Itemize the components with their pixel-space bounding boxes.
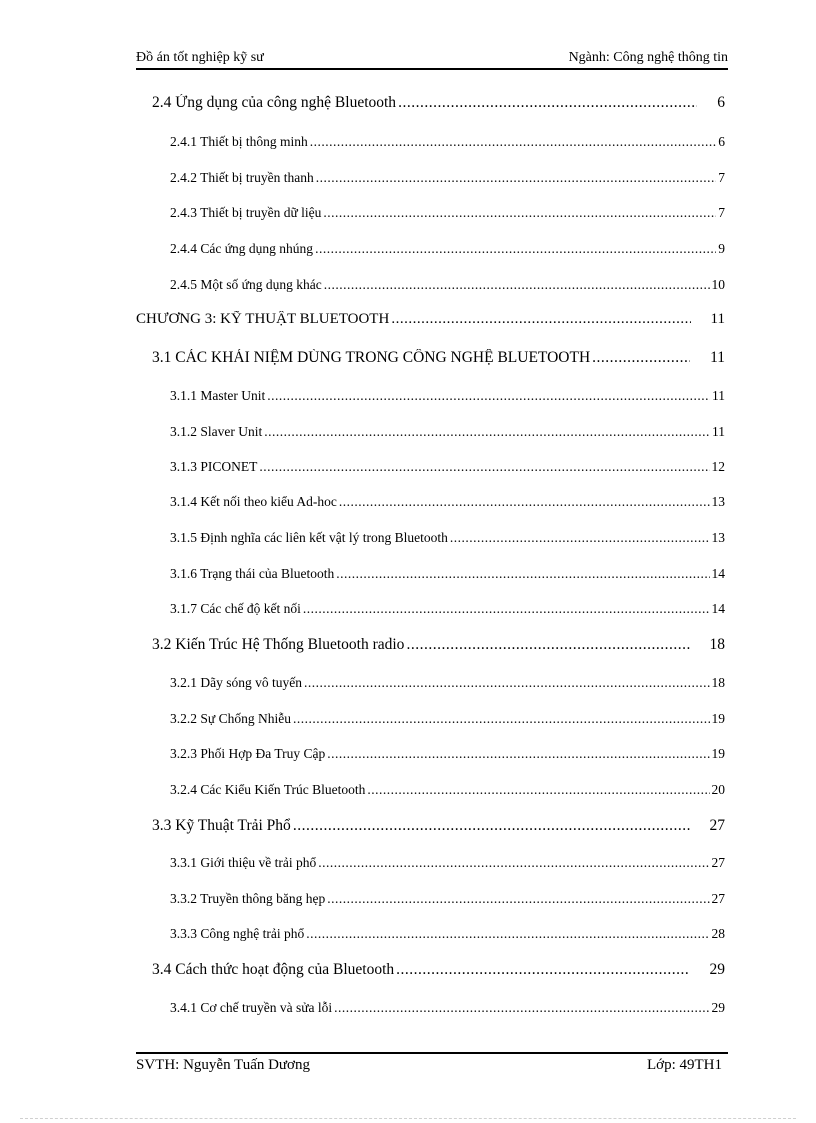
toc-entry-label: 3.1.1 Master Unit [170, 388, 266, 403]
dot-leader [293, 817, 690, 835]
toc-entry-page: 18 [709, 636, 725, 653]
toc-entry-page: 11 [710, 349, 725, 366]
toc-entry-label: 2.4.4 Các ứng dụng nhúng [170, 241, 314, 256]
toc-entry-label: 2.4.1 Thiết bị thông minh [170, 134, 308, 149]
header-left-text: Đồ án tốt nghiệp kỹ sư [136, 50, 264, 65]
toc-entry-page: 27 [711, 855, 725, 870]
toc-entry[interactable] [170, 205, 725, 221]
toc-entry[interactable] [152, 636, 725, 654]
dot-leader [267, 388, 710, 404]
toc-entry-label: 3.1.3 PICONET [170, 459, 258, 474]
dot-leader [406, 636, 689, 654]
dot-leader [396, 961, 689, 979]
toc-entry[interactable] [170, 855, 725, 871]
toc-entry[interactable] [170, 170, 725, 186]
toc-entry-page: 27 [709, 817, 725, 834]
toc-entry[interactable] [152, 961, 725, 979]
dot-leader [334, 1000, 709, 1016]
dot-leader [264, 424, 710, 440]
dot-leader [450, 530, 710, 546]
toc-entry[interactable] [152, 94, 725, 112]
toc-entry-page: 6 [718, 134, 725, 149]
footer-divider [136, 1052, 728, 1054]
toc-entry-label: 3.1 CÁC KHÁI NIỆM DÙNG TRONG CÔNG NGHỆ BLUETOOTH [152, 349, 591, 366]
dot-leader [367, 782, 709, 798]
toc-entry[interactable] [170, 424, 725, 440]
toc-entry-label: 3.1.2 Slaver Unit [170, 424, 263, 439]
toc-entry-page: 19 [711, 711, 725, 726]
toc-entry-label: 3.3.2 Truyền thông băng hẹp [170, 891, 326, 906]
dot-leader [259, 459, 709, 475]
toc-entry-label: 3.3.1 Giới thiệu về trải phổ [170, 855, 317, 870]
dot-leader [318, 855, 709, 871]
dot-leader [336, 566, 709, 582]
dot-leader [293, 711, 710, 727]
toc-entry-label: 2.4.3 Thiết bị truyền dữ liệu [170, 205, 322, 220]
toc-entry[interactable] [170, 926, 725, 942]
toc-entry-page: 13 [711, 494, 725, 509]
toc-entry-label: 3.3 Kỹ Thuật Trải Phổ [152, 817, 291, 834]
toc-entry-page: 14 [711, 601, 725, 616]
toc-entry-page: 9 [718, 241, 725, 256]
page-footer [136, 1057, 728, 1079]
toc-entry-page: 18 [711, 675, 725, 690]
toc-entry-page: 11 [712, 388, 725, 403]
dot-leader [324, 277, 710, 293]
toc-entry-page: 29 [709, 961, 725, 978]
dot-leader [306, 926, 709, 942]
toc-entry[interactable] [170, 601, 725, 617]
dot-leader [391, 311, 690, 328]
toc-entry-page: 7 [718, 205, 725, 220]
dot-leader [323, 205, 716, 221]
toc-entry-label: 3.2 Kiến Trúc Hệ Thống Bluetooth radio [152, 636, 405, 653]
toc-entry-label: 3.1.6 Trạng thái của Bluetooth [170, 566, 335, 581]
toc-entry-page: 29 [711, 1000, 725, 1015]
toc-entry-label: 3.2.4 Các Kiểu Kiến Trúc Bluetooth [170, 782, 366, 797]
toc-entry[interactable] [170, 746, 725, 762]
toc-entry[interactable] [152, 817, 725, 835]
toc-entry-label: 3.2.1 Dãy sóng vô tuyến [170, 675, 302, 690]
toc-entry[interactable] [170, 388, 725, 404]
toc-entry[interactable] [152, 349, 725, 367]
toc-entry[interactable] [170, 459, 725, 475]
toc-entry-page: 12 [711, 459, 725, 474]
toc-entry[interactable] [170, 891, 725, 907]
toc-entry-label: 3.3.3 Công nghệ trải phổ [170, 926, 305, 941]
toc-chapter-entry[interactable] [136, 311, 725, 328]
dot-leader [316, 170, 717, 186]
footer-class: Lớp: 49TH1 [646, 1057, 722, 1073]
toc-entry-label: CHƯƠNG 3: KỸ THUẬT BLUETOOTH [136, 311, 390, 327]
toc-entry-page: 19 [711, 746, 725, 761]
toc-entry-label: 3.1.7 Các chế độ kết nối [170, 601, 301, 616]
toc-entry-page: 7 [718, 170, 725, 185]
dot-leader [398, 94, 697, 112]
toc-entry[interactable] [170, 1000, 725, 1016]
dot-leader [304, 675, 710, 691]
toc-entry-label: 3.1.4 Kết nối theo kiểu Ad-hoc [170, 494, 337, 509]
toc-entry[interactable] [170, 675, 725, 691]
toc-entry[interactable] [170, 566, 725, 582]
footer-student-name: SVTH: Nguyễn Tuấn Dương [136, 1057, 310, 1073]
toc-entry[interactable] [170, 711, 725, 727]
toc-entry[interactable] [170, 134, 725, 150]
dot-leader [327, 891, 709, 907]
toc-entry[interactable] [170, 241, 725, 257]
dot-leader [339, 494, 710, 510]
toc-entry-page: 27 [711, 891, 725, 906]
toc-entry-page: 10 [711, 277, 725, 292]
dot-leader [310, 134, 717, 150]
toc-entry-page: 11 [710, 311, 725, 327]
toc-entry-label: 2.4 Ứng dụng của công nghệ Bluetooth [152, 94, 397, 111]
toc-entry-page: 13 [711, 530, 725, 545]
toc-entry-page: 11 [712, 424, 725, 439]
toc-entry-label: 3.4 Cách thức hoạt động của Bluetooth [152, 961, 395, 978]
header-right-text: Ngành: Công nghệ thông tin [568, 50, 728, 65]
toc-entry-page: 28 [711, 926, 725, 941]
toc-entry[interactable] [170, 494, 725, 510]
dot-leader [315, 241, 716, 257]
toc-entry-label: 2.4.5 Một số ứng dụng khác [170, 277, 322, 292]
toc-entry[interactable] [170, 277, 725, 293]
toc-entry-label: 3.2.3 Phối Hợp Đa Truy Cập [170, 746, 326, 761]
toc-entry-label: 3.4.1 Cơ chế truyền và sửa lỗi [170, 1000, 333, 1015]
dot-leader [327, 746, 709, 762]
toc-entry-page: 6 [717, 94, 725, 111]
page-bottom-edge [20, 1118, 796, 1119]
toc-entry-label: 3.2.2 Sự Chống Nhiễu [170, 711, 291, 726]
toc-entry-label: 2.4.2 Thiết bị truyền thanh [170, 170, 314, 185]
toc-entry-page: 14 [711, 566, 725, 581]
toc-entry-page: 20 [711, 782, 725, 797]
toc-entry[interactable] [170, 782, 725, 798]
dot-leader [303, 601, 710, 617]
dot-leader [592, 349, 690, 367]
toc-entry[interactable] [170, 530, 725, 546]
toc-entry-label: 3.1.5 Định nghĩa các liên kết vật lý trong Bluetooth [170, 530, 448, 545]
